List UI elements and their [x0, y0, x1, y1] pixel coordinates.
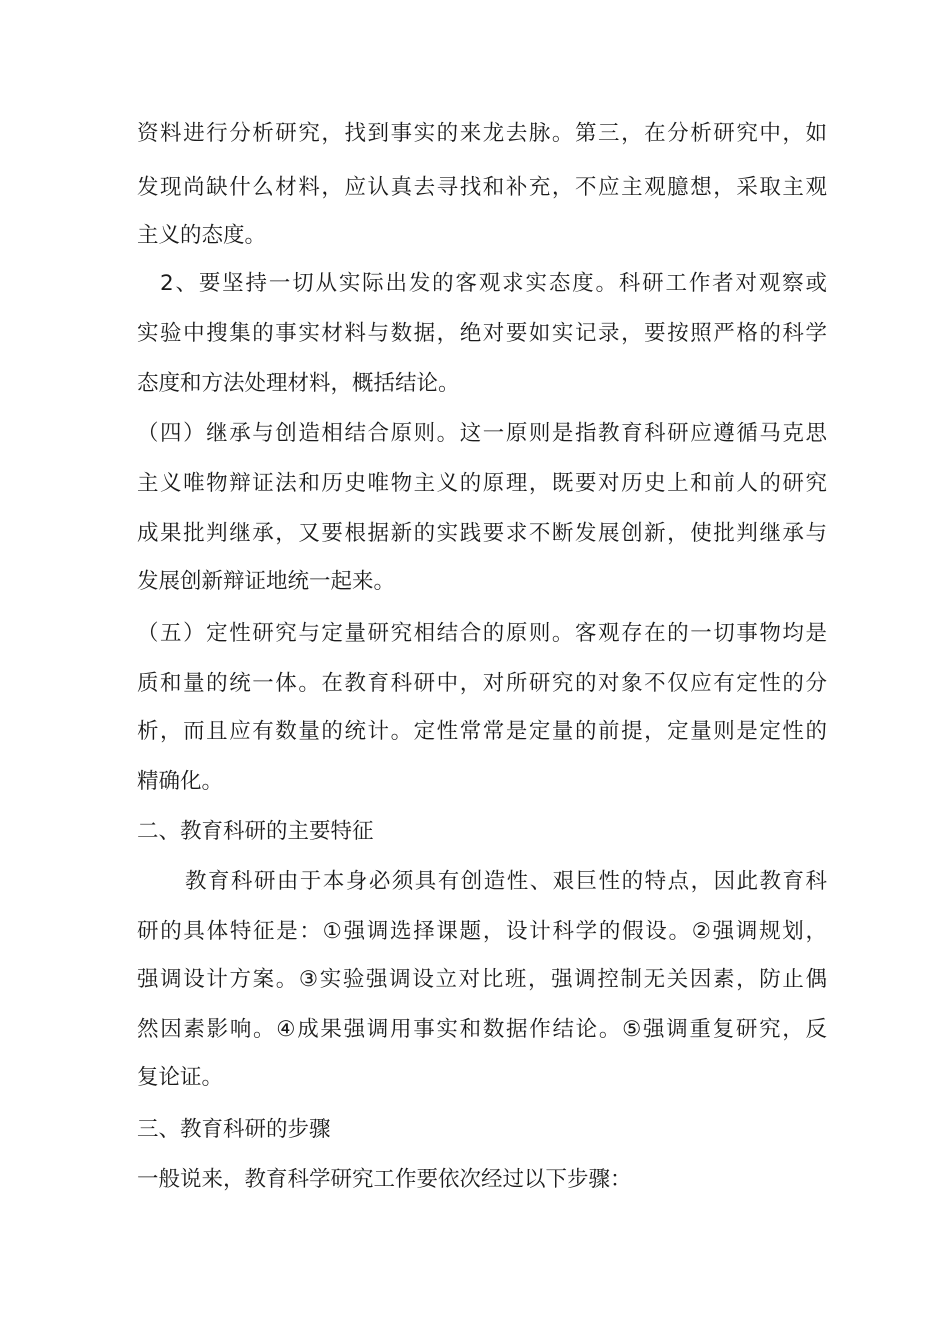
text-line: 2、要坚持一切从实际出发的客观求实态度。科研工作者对观察或: [160, 271, 827, 296]
text-line: 主义的态度。: [137, 223, 267, 248]
text-line: 质和量的统一体。在教育科研中，对所研究的对象不仅应有定性的分: [137, 671, 827, 696]
text-line: 成果批判继承，又要根据新的实践要求不断发展创新，使批判继承与: [137, 521, 827, 546]
text-line: 强调设计方案。③实验强调设立对比班，强调控制无关因素，防止偶: [137, 967, 827, 992]
text-line: 态度和方法处理材料，概括结论。: [137, 371, 460, 396]
text-line: （四）继承与创造相结合原则。这一原则是指教育科研应遵循马克思: [137, 421, 827, 446]
text-line: 发现尚缺什么材料，应认真去寻找和补充，不应主观臆想，采取主观: [137, 175, 827, 200]
text-line: 资料进行分析研究，找到事实的来龙去脉。第三，在分析研究中，如: [137, 121, 827, 146]
section-heading: 三、教育科研的步骤: [137, 1117, 331, 1142]
text-line: 主义唯物辩证法和历史唯物主义的原理，既要对历史上和前人的研究: [137, 471, 827, 496]
text-line: 研的具体特征是：①强调选择课题，设计科学的假设。②强调规划，: [137, 919, 827, 944]
text-line: 析，而且应有数量的统计。定性常常是定量的前提，定量则是定性的: [137, 719, 827, 744]
text-line: （五）定性研究与定量研究相结合的原则。客观存在的一切事物均是: [137, 621, 827, 646]
text-line: 然因素影响。④成果强调用事实和数据作结论。⑤强调重复研究，反: [137, 1017, 827, 1042]
section-heading: 二、教育科研的主要特征: [137, 819, 374, 844]
text-line: 实验中搜集的事实材料与数据，绝对要如实记录，要按照严格的科学: [137, 321, 827, 346]
text-line: 教育科研由于本身必须具有创造性、艰巨性的特点，因此教育科: [185, 869, 827, 894]
text-line: 精确化。: [137, 769, 224, 794]
text-line: 发展创新辩证地统一起来。: [137, 569, 396, 594]
text-line: 一般说来，教育科学研究工作要依次经过以下步骤：: [137, 1167, 632, 1192]
text-line: 复论证。: [137, 1065, 224, 1090]
